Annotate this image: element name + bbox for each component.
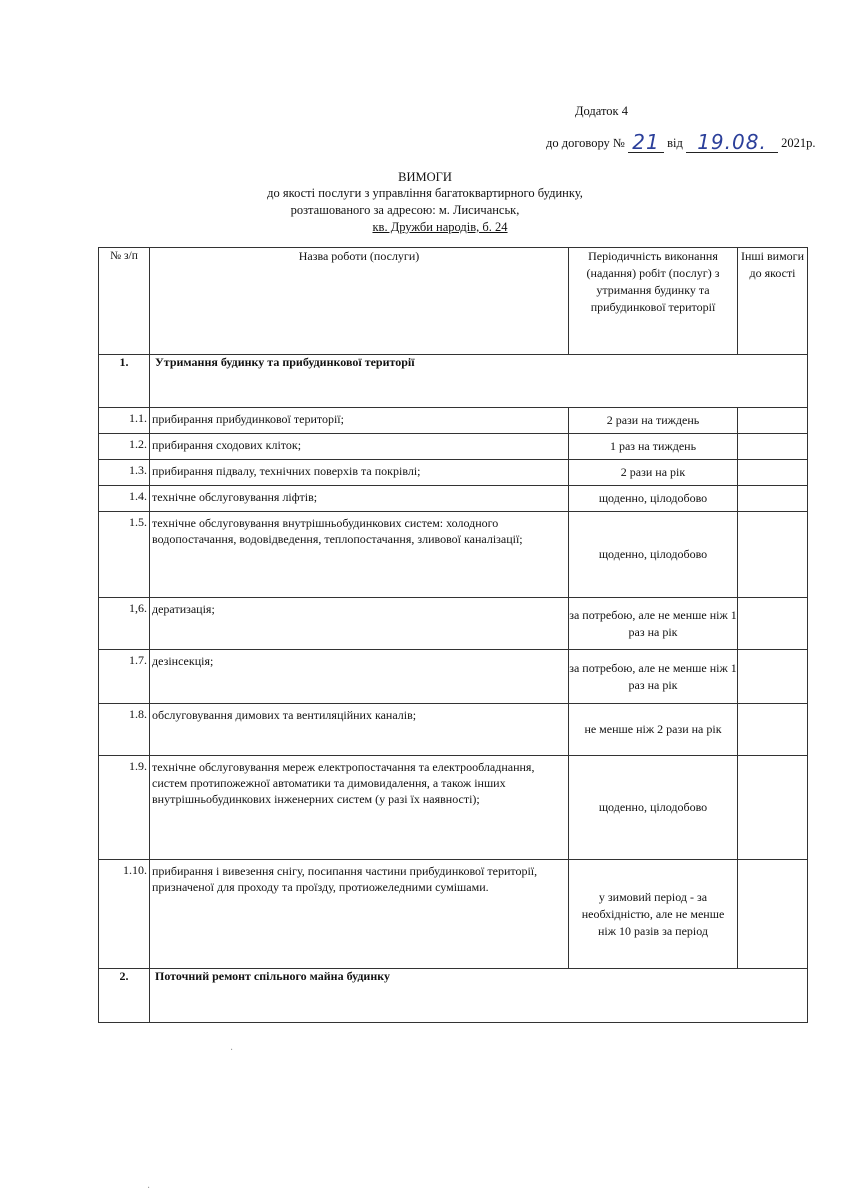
- row-name: дератизація;: [150, 598, 569, 650]
- section-number: 2.: [99, 969, 150, 1023]
- row-other: [738, 756, 808, 860]
- column-header-periodicity: Періодичність виконання (надання) робіт (послуг) з утримання будинку та прибудинкової території: [569, 248, 738, 355]
- document-address-line: розташованого за адресою: м. Лисичанськ,: [290, 203, 520, 217]
- table-row: [99, 512, 808, 598]
- contract-year: 2021р.: [781, 136, 816, 150]
- row-periodicity: за потребою, але не менше ніж 1 раз на рік: [569, 650, 738, 704]
- document-address: кв. Дружби народів, б. 24: [372, 220, 508, 234]
- section-number: 1.: [99, 355, 150, 408]
- row-name: технічне обслуговування внутрішньобудинкових систем: холодного водопостачання, водовідведення, теплопостачання, зливової каналізації;: [150, 512, 569, 598]
- row-periodicity: за потребою, але не менше ніж 1 раз на рік: [569, 598, 738, 650]
- row-other: [738, 598, 808, 650]
- row-name: прибирання прибудинкової території;: [150, 408, 569, 434]
- row-name: прибирання сходових кліток;: [150, 434, 569, 460]
- contract-date: 19.08.: [697, 130, 767, 154]
- row-number: 1.4.: [99, 486, 150, 512]
- row-periodicity: 1 раз на тиждень: [569, 434, 738, 460]
- row-number: 1.7.: [99, 650, 150, 704]
- row-other: [738, 486, 808, 512]
- row-other: [738, 460, 808, 486]
- date-prefix: від: [667, 136, 683, 150]
- table-row: [99, 408, 808, 434]
- row-number: 1.3.: [99, 460, 150, 486]
- table-row: [99, 860, 808, 969]
- row-other: [738, 860, 808, 969]
- row-other: [738, 512, 808, 598]
- table-row: [99, 434, 808, 460]
- row-periodicity: щоденно, цілодобово: [569, 512, 738, 598]
- row-name: дезінсекція;: [150, 650, 569, 704]
- section-title: Утримання будинку та прибудинкової території: [150, 355, 808, 408]
- row-number: 1.9.: [99, 756, 150, 860]
- row-periodicity: щоденно, цілодобово: [569, 756, 738, 860]
- row-periodicity: 2 рази на рік: [569, 460, 738, 486]
- row-name: обслуговування димових та вентиляційних каналів;: [150, 704, 569, 756]
- row-number: 1.8.: [99, 704, 150, 756]
- row-name: прибирання підвалу, технічних поверхів та покрівлі;: [150, 460, 569, 486]
- row-periodicity: у зимовий період - за необхідністю, але не менше ніж 10 разів за період: [569, 860, 738, 969]
- section-row: [99, 969, 808, 1023]
- table-row: [99, 486, 808, 512]
- table-row: [99, 704, 808, 756]
- row-other: [738, 650, 808, 704]
- row-number: 1,6.: [99, 598, 150, 650]
- row-other: [738, 704, 808, 756]
- row-other: [738, 434, 808, 460]
- contract-number: 21: [632, 130, 660, 154]
- document-subtitle: до якості послуги з управління багатоквартирного будинку,: [267, 186, 583, 200]
- row-other: [738, 408, 808, 434]
- contract-reference: [546, 128, 816, 153]
- column-header-other: Інші вимоги до якості: [738, 248, 808, 355]
- column-header-number: № з/п: [99, 248, 150, 355]
- table-row: [99, 650, 808, 704]
- column-header-name: Назва роботи (послуги): [150, 248, 569, 355]
- row-name: технічне обслуговування ліфтів;: [150, 486, 569, 512]
- row-number: 1.2.: [99, 434, 150, 460]
- table-row: [99, 756, 808, 860]
- table-row: [99, 598, 808, 650]
- contract-date-field: [686, 128, 778, 153]
- row-name: прибирання і вивезення снігу, посипання частини прибудинкової території, призначеної для проходу та проїзду, протиожеледними сумішами.: [150, 860, 569, 969]
- row-periodicity: не менше ніж 2 рази на рік: [569, 704, 738, 756]
- scan-speck: ·: [147, 1183, 151, 1194]
- row-name: технічне обслуговування мереж електропостачання та електрообладнання, систем протипожежної автоматики та димовидалення, а також інших внутрішньобудинкових інженерних систем (у разі їх наявності);: [150, 756, 569, 860]
- section-row: [99, 355, 808, 408]
- scan-speck: ·: [230, 1045, 234, 1056]
- section-title: Поточний ремонт спільного майна будинку: [150, 969, 808, 1023]
- requirements-table: [98, 247, 808, 1023]
- row-number: 1.1.: [99, 408, 150, 434]
- document-title: ВИМОГИ: [398, 170, 452, 184]
- row-number: 1.10.: [99, 860, 150, 969]
- row-periodicity: щоденно, цілодобово: [569, 486, 738, 512]
- table-header-row: [99, 248, 808, 355]
- table-row: [99, 460, 808, 486]
- contract-number-field: [628, 128, 664, 153]
- row-number: 1.5.: [99, 512, 150, 598]
- appendix-label: Додаток 4: [575, 104, 628, 118]
- row-periodicity: 2 рази на тиждень: [569, 408, 738, 434]
- contract-prefix: до договору №: [546, 136, 625, 150]
